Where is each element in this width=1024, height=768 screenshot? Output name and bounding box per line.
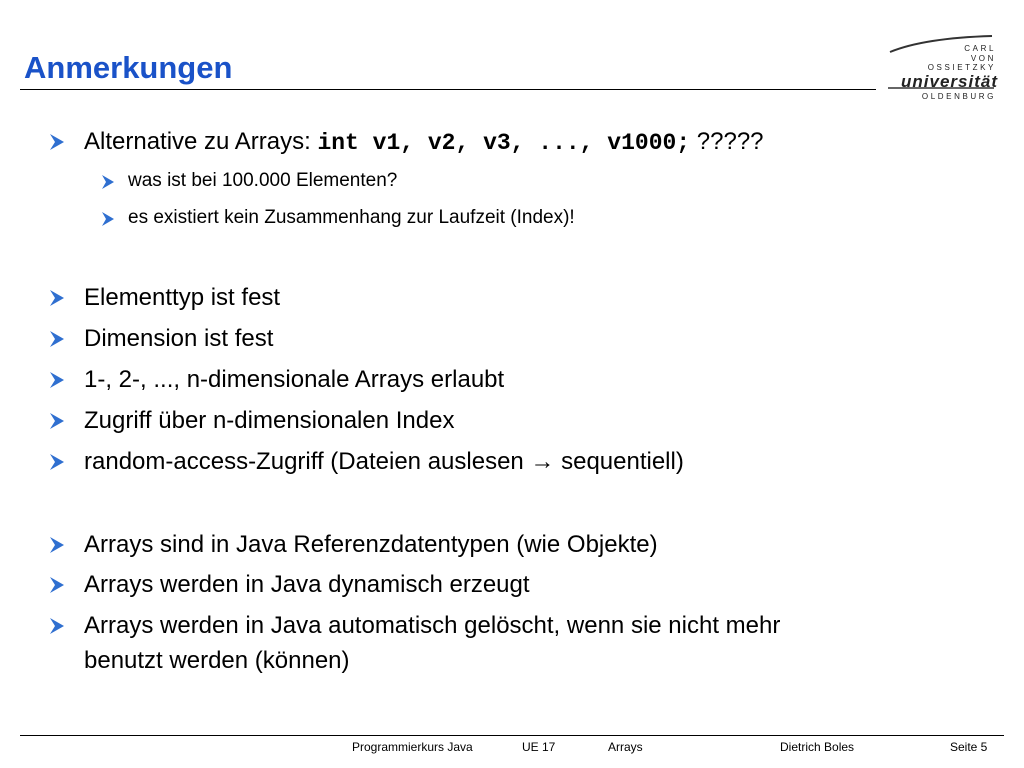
footer-page-number: Seite 5 [950,740,988,754]
bullet-text: Arrays werden in Java automatisch gelöscht, wenn sie nicht mehr [84,612,781,639]
bullet-text: Dimension ist fest [84,325,274,352]
bullet-text: Arrays werden in Java dynamisch erzeugt [84,571,530,598]
bullet-text: benutzt werden (können) [84,647,350,674]
bullet-text: Zugriff über n-dimensionalen Index [84,407,455,434]
bullet-text: es existiert kein Zusammenhang zur Laufzeit (Index)! [128,207,575,228]
arrow-bullet-icon [100,170,118,194]
arrow-bullet-icon [48,612,68,640]
arrow-bullet-icon [48,325,68,353]
bullet-text: 1-, 2-, ..., n-dimensionale Arrays erlaubt [84,366,505,393]
slide-title: Anmerkungen [24,50,233,85]
university-logo [884,34,1000,100]
footer-topic: Arrays [608,740,643,754]
arrow-bullet-icon [48,531,68,559]
footer-divider [20,735,1004,736]
logo-text-carl: CARL [964,44,996,53]
logo-text-universitaet: universität [901,72,998,91]
bullet-text: Arrays sind in Java Referenzdatentypen (wie Objekte) [84,531,658,558]
bullet-text: was ist bei 100.000 Elementen? [128,170,398,191]
bullet-text: Elementtyp ist fest [84,284,281,311]
arrow-bullet-icon [48,571,68,599]
logo-text-oldenburg: OLDENBURG [921,92,996,101]
arrow-bullet-icon [48,448,68,476]
arrow-bullet-icon [48,407,68,435]
bullet-text: random-access-Zugriff (Dateien auslesen → sequentiell) [84,448,684,475]
logo-text-von: VON [970,54,996,63]
arrow-bullet-icon [100,207,118,231]
code-snippet: int v1, v2, v3, ..., v1000; [317,130,691,156]
footer-course: Programmierkurs Java [352,740,473,754]
footer-unit: UE 17 [522,740,556,754]
arrow-bullet-icon [48,284,68,312]
bullet-text: Alternative zu Arrays: int v1, v2, v3, ..., v1000; ????? [84,128,764,156]
logo-text-ossietzky: OSSIETZKY [927,63,996,72]
arrow-bullet-icon [48,366,68,394]
arrow-bullet-icon [48,128,68,156]
footer-author: Dietrich Boles [780,740,855,754]
title-divider [20,89,876,90]
